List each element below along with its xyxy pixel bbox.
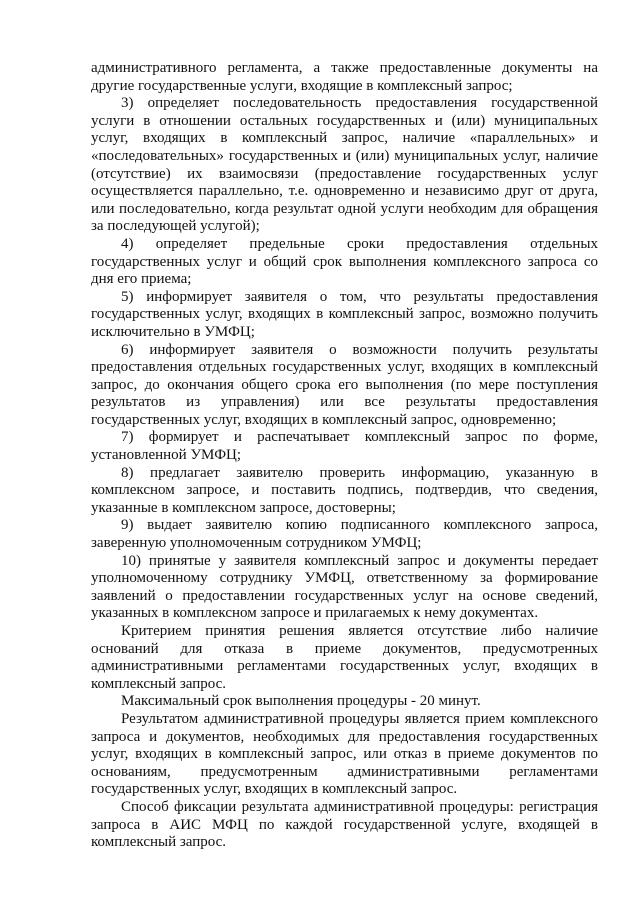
paragraph-result: Результатом административной процедуры является прием комплексного запроса и документов, необходимых для предоставления государственных услуг, входящих в комплексный запрос, или отказ в приеме документов по основаниям, предусмотренным административными регламентами государственных услуг, входящих в комплексный запрос. bbox=[91, 710, 598, 798]
paragraph-item-4: 4) определяет предельные сроки предоставления отдельных государственных услуг и общий срок выполнения комплексного запроса со дня его приема; bbox=[91, 235, 598, 288]
document-page bbox=[91, 60, 598, 852]
paragraph-max-duration: Максимальный срок выполнения процедуры - 20 минут. bbox=[121, 693, 481, 710]
paragraph-continuation: административного регламента, а также предоставленные документы на другие государственные услуги, входящие в комплексный запрос; bbox=[91, 60, 598, 94]
paragraph-item-5: 5) информирует заявителя о том, что результаты предоставления государственных услуг, входящих в комплексный запрос, возможно получить исключительно в УМФЦ; bbox=[91, 288, 598, 340]
paragraph-item-10: 10) принятые у заявителя комплексный запрос и документы передает уполномоченному сотруднику УМФЦ, ответственному за формирование заявлений о предоставлении государственных услуг на основе сведений, указанных в комплексном запросе и прилагаемых к нему документах. bbox=[91, 552, 598, 622]
paragraph-item-8: 8) предлагает заявителю проверить информацию, указанную в комплексном запросе, и поставить подпись, подтвердив, что сведения, указанные в комплексном запросе, достоверны; bbox=[91, 464, 598, 516]
paragraph-decision-criterion: Критерием принятия решения является отсутствие либо наличие оснований для отказа в приеме документов, предусмотренных административными регламентами государственных услуг, входящих в комплексный запрос. bbox=[91, 623, 598, 692]
paragraph-item-7: 7) формирует и распечатывает комплексный запрос по форме, установленной УМФЦ; bbox=[91, 429, 598, 464]
paragraph-item-9: 9) выдает заявителю копию подписанного комплексного запроса, заверенную уполномоченным сотрудником УМФЦ; bbox=[91, 517, 598, 552]
paragraph-item-3: 3) определяет последовательность предоставления государственной услуги в отношении остальных государственных и (или) муниципальных услуг, входящих в комплексный запрос, наличие «параллельных» и «последовательных» государственных и (или) муниципальных услуг, наличие (отсутствие) их взаимосвязи (предоставление государственных услуг осуществляется параллельно, т.е. одновременно и независимо друг от друга, или последовательно, когда результат одной услуги необходим для обращения за последующей услугой); bbox=[91, 95, 598, 235]
paragraph-recording-method: Способ фиксации результата административной процедуры: регистрация запроса в АИС МФЦ по каждой государственной услуге, входящей в комплексный запрос. bbox=[91, 798, 598, 851]
paragraph-item-6: 6) информирует заявителя о возможности получить результаты предоставления отдельных государственных услуг, входящих в комплексный запрос, до окончания общего срока его выполнения (по мере поступления результатов из управления) или все результаты предоставления государственных услуг, входящих в комплексный запрос, одновременно; bbox=[91, 341, 598, 428]
